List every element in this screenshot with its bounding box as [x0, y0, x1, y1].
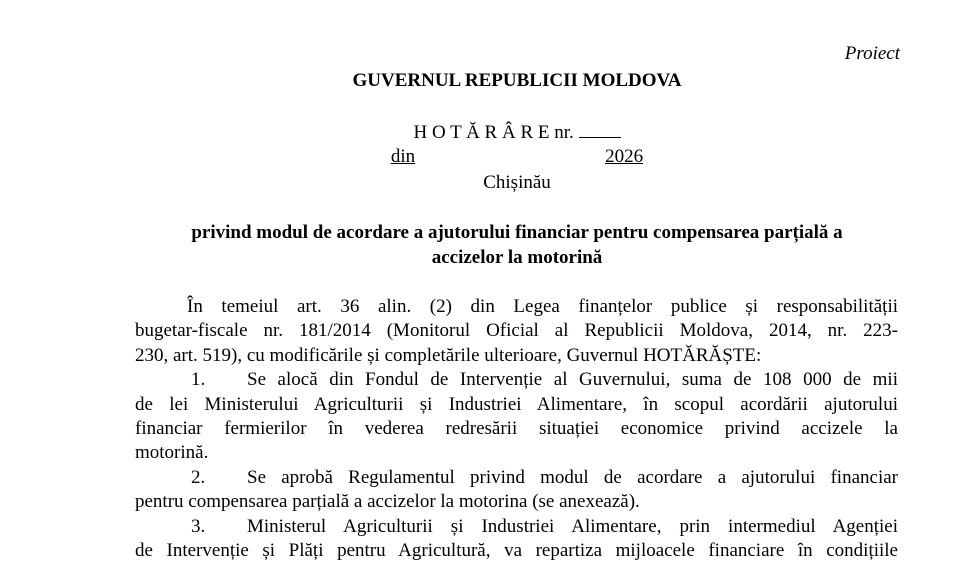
point-number: 1. [191, 369, 206, 391]
point-2-line-2: pentru compensarea parțială a accizelor la motorina (se anexează). [135, 491, 640, 513]
document-body [135, 295, 898, 563]
point-2-line-1 [135, 466, 898, 490]
point-1-line-4: motorină. [135, 442, 209, 464]
point-3-line-1 [135, 515, 898, 539]
point-text: Se alocă din Fondul de Intervenție al Guvernului, suma de 108 000 de mii [247, 369, 898, 391]
title-line-1: privind modul de acordare a ajutorului financiar pentru compensarea parțială a [191, 222, 843, 243]
intro-line-1: În temeiul art. 36 alin. (2) din Legea finanțelor publice și responsabilității [187, 296, 898, 317]
year: 2026 [605, 146, 644, 167]
point-1-line-3: financiar fermierilor în vederea redresării situației economice privind accizele la [135, 418, 898, 440]
decision-label: H O T Ă R Â R E nr. [413, 122, 574, 143]
point-text: Ministerul Agriculturii și Industriei Alimentare, prin intermediul Agenției [247, 515, 898, 537]
point-1-line-1 [135, 368, 898, 392]
intro-line-3: 230, art. 519), cu modificările și completările ulterioare, Guvernul HOTĂRĂȘTE: [135, 344, 762, 366]
government-heading: GUVERNUL REPUBLICII MOLDOVA [352, 70, 682, 91]
title-line-2: accizelor la motorină [431, 247, 603, 268]
date-line [0, 145, 963, 169]
din-label: din [390, 146, 416, 167]
intro-line-2: bugetar-fiscale nr. 181/2014 (Monitorul Oficial al Republicii Moldova, 2014, nr. 223- [135, 320, 898, 342]
point-text: Se aprobă Regulamentul privind modul de acordare a ajutorului financiar [247, 466, 898, 488]
point-1-line-2: de lei Ministerului Agriculturii și Industriei Alimentare, în scopul acordării ajutorului [135, 393, 898, 415]
city: Chișinău [483, 172, 551, 193]
number-blank [579, 119, 621, 138]
point-number: 2. [191, 466, 206, 488]
date-underline [391, 146, 643, 167]
point-3-line-2: de Intervenție și Plăți pentru Agricultură, va repartiza mijloacele financiare în condițiile [135, 540, 898, 562]
point-number: 3. [191, 515, 206, 537]
draft-label: Proiect [844, 43, 900, 64]
decision-number-line [0, 119, 963, 145]
